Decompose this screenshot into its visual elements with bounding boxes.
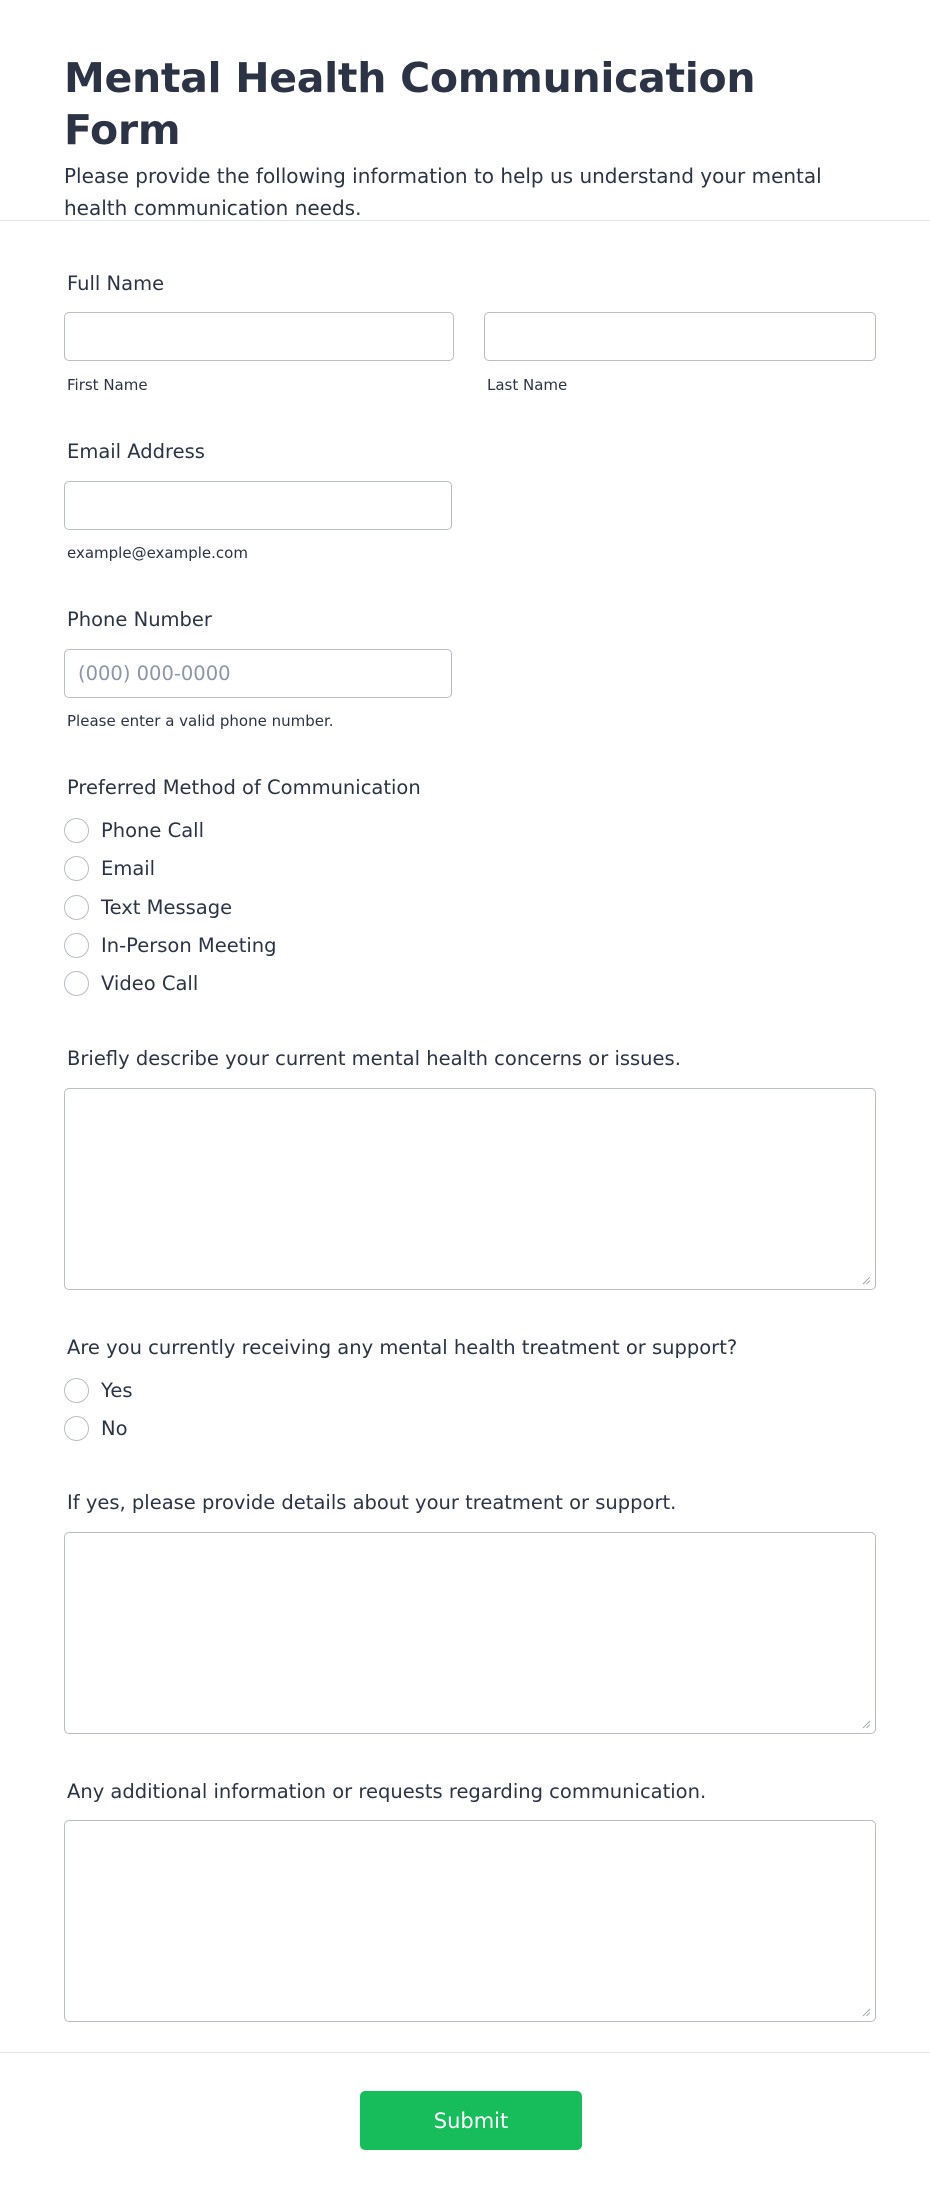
phone-sublabel: Please enter a valid phone number. bbox=[67, 712, 334, 730]
email-label-text: Email Address bbox=[67, 440, 205, 463]
email-label bbox=[64, 439, 205, 465]
radio-button[interactable] bbox=[64, 1416, 89, 1441]
treatment-details-textarea[interactable] bbox=[64, 1532, 876, 1734]
full-name-label bbox=[64, 271, 164, 297]
last-name-input[interactable] bbox=[484, 312, 876, 361]
submit-button[interactable]: Submit bbox=[360, 2091, 582, 2150]
phone-label-text: Phone Number bbox=[67, 608, 212, 631]
radio-label: Video Call bbox=[101, 971, 199, 995]
radio-button[interactable] bbox=[64, 1378, 89, 1403]
radio-button[interactable] bbox=[64, 971, 89, 996]
resize-grip-icon[interactable] bbox=[861, 2007, 871, 2017]
receiving-treatment-label bbox=[64, 1335, 737, 1361]
concerns-textarea[interactable] bbox=[64, 1088, 876, 1290]
footer-divider bbox=[0, 2052, 930, 2053]
radio-option-phone-call[interactable] bbox=[64, 816, 204, 844]
phone-input[interactable] bbox=[64, 649, 452, 698]
concerns-label bbox=[64, 1046, 681, 1072]
radio-label: Text Message bbox=[101, 895, 233, 919]
radio-button[interactable] bbox=[64, 933, 89, 958]
radio-option-video-call[interactable] bbox=[64, 969, 198, 997]
radio-option-email[interactable] bbox=[64, 854, 155, 882]
radio-label: In-Person Meeting bbox=[101, 933, 277, 957]
phone-label bbox=[64, 607, 212, 633]
additional-info-label bbox=[64, 1779, 706, 1805]
form-header bbox=[0, 0, 930, 220]
form-title: Mental Health Communication Form bbox=[64, 54, 756, 154]
radio-label: Phone Call bbox=[101, 818, 205, 842]
radio-option-in-person-meeting[interactable] bbox=[64, 931, 277, 959]
resize-grip-icon[interactable] bbox=[861, 1719, 871, 1729]
resize-grip-icon[interactable] bbox=[861, 1275, 871, 1285]
radio-button[interactable] bbox=[64, 895, 89, 920]
radio-label: No bbox=[101, 1416, 128, 1440]
email-input[interactable] bbox=[64, 481, 452, 530]
concerns-label-text: Briefly describe your current mental health concerns or issues. bbox=[67, 1047, 681, 1070]
form-subtitle: Please provide the following information to help us understand your mental health communication needs. bbox=[64, 164, 822, 220]
receiving-treatment-label-text: Are you currently receiving any mental health treatment or support? bbox=[67, 1336, 738, 1359]
last-name-sublabel: Last Name bbox=[487, 376, 568, 394]
radio-option-text-message[interactable] bbox=[64, 893, 232, 921]
communication-method-label-text: Preferred Method of Communication bbox=[67, 776, 421, 799]
treatment-details-label-text: If yes, please provide details about your treatment or support. bbox=[67, 1491, 677, 1514]
full-name-label-text: Full Name bbox=[67, 272, 165, 295]
radio-option-yes[interactable] bbox=[64, 1376, 132, 1404]
treatment-details-label bbox=[64, 1490, 676, 1516]
email-sublabel: example@example.com bbox=[67, 544, 248, 562]
radio-label: Yes bbox=[101, 1378, 133, 1402]
radio-button[interactable] bbox=[64, 818, 89, 843]
radio-button[interactable] bbox=[64, 856, 89, 881]
first-name-sublabel: First Name bbox=[67, 376, 148, 394]
communication-method-label bbox=[64, 775, 421, 801]
radio-option-no[interactable] bbox=[64, 1414, 128, 1442]
additional-info-textarea[interactable] bbox=[64, 1820, 876, 2022]
additional-info-label-text: Any additional information or requests regarding communication. bbox=[67, 1780, 707, 1803]
first-name-input[interactable] bbox=[64, 312, 454, 361]
radio-label: Email bbox=[101, 856, 156, 880]
